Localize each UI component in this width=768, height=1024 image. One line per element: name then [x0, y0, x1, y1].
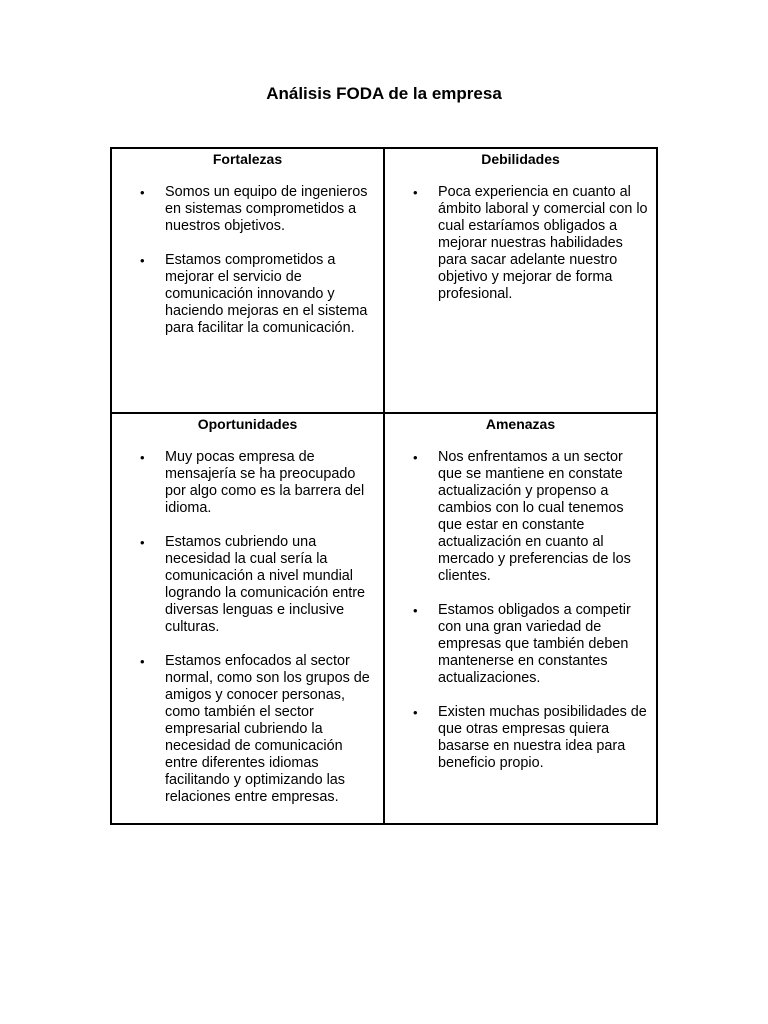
bullet-icon: •	[140, 450, 145, 465]
list-item-text: Somos un equipo de ingenieros en sistemas comprometidos a nuestros objetivos.	[165, 184, 368, 234]
list-item	[413, 184, 656, 303]
heading-fortalezas: Fortalezas	[212, 151, 283, 167]
list-item	[140, 449, 383, 517]
list-item-text: Poca experiencia en cuanto al ámbito laboral y comercial con lo cual estaríamos obligados a mejorar nuestras habilidades para sacar adelante nuestro objetivo y mejorar de forma profesional.	[438, 184, 648, 302]
heading-debilidades: Debilidades	[481, 151, 560, 167]
list-item-text: Nos enfrentamos a un sector que se mantiene en constate actualización y propenso a cambios con lo cual tenemos que estar en constante actualización en cuanto al mercado y preferencias de los clientes.	[438, 449, 631, 584]
list-item	[413, 704, 656, 772]
list-fortalezas	[112, 184, 383, 337]
list-item	[413, 602, 656, 687]
list-item-text: Existen muchas posibilidades de que otras empresas quiera basarse en nuestra idea para beneficio propio.	[438, 704, 647, 771]
list-item	[140, 252, 383, 337]
heading-oportunidades: Oportunidades	[197, 416, 298, 432]
cell-oportunidades	[111, 413, 384, 824]
foda-table	[110, 147, 658, 825]
bullet-icon: •	[413, 185, 418, 200]
bullet-icon: •	[413, 705, 418, 720]
bullet-icon: •	[140, 535, 145, 550]
cell-debilidades	[384, 148, 657, 413]
table-row-bottom	[111, 413, 657, 824]
cell-fortalezas	[111, 148, 384, 413]
list-item-text: Estamos obligados a competir con una gran variedad de empresas que también deben mantenerse en constantes actualizaciones.	[438, 602, 631, 686]
list-item-text: Estamos comprometidos a mejorar el servicio de comunicación innovando y haciendo mejoras en el sistema para facilitar la comunicación.	[165, 252, 368, 336]
list-oportunidades	[112, 449, 383, 806]
list-debilidades	[385, 184, 656, 303]
list-item-text: Estamos enfocados al sector normal, como son los grupos de amigos y conocer personas, como también el sector empresarial cubriendo la necesidad de comunicación entre diferentes idiomas facilitando y optimizando las relaciones entre empresas.	[165, 653, 370, 805]
table-row-top	[111, 148, 657, 413]
list-amenazas	[385, 449, 656, 772]
list-item-text: Muy pocas empresa de mensajería se ha preocupado por algo como es la barrera del idioma.	[165, 449, 365, 516]
heading-amenazas: Amenazas	[485, 416, 556, 432]
cell-amenazas	[384, 413, 657, 824]
bullet-icon: •	[413, 603, 418, 618]
page-title: Análisis FODA de la empresa	[266, 84, 502, 103]
list-item-text: Estamos cubriendo una necesidad la cual sería la comunicación a nivel mundial logrando la comunicación entre diversas lenguas e inclusive culturas.	[165, 534, 365, 635]
bullet-icon: •	[140, 654, 145, 669]
bullet-icon: •	[140, 253, 145, 268]
bullet-icon: •	[413, 450, 418, 465]
bullet-icon: •	[140, 185, 145, 200]
list-item	[140, 184, 383, 235]
list-item	[140, 653, 383, 806]
list-item	[140, 534, 383, 636]
list-item	[413, 449, 656, 585]
